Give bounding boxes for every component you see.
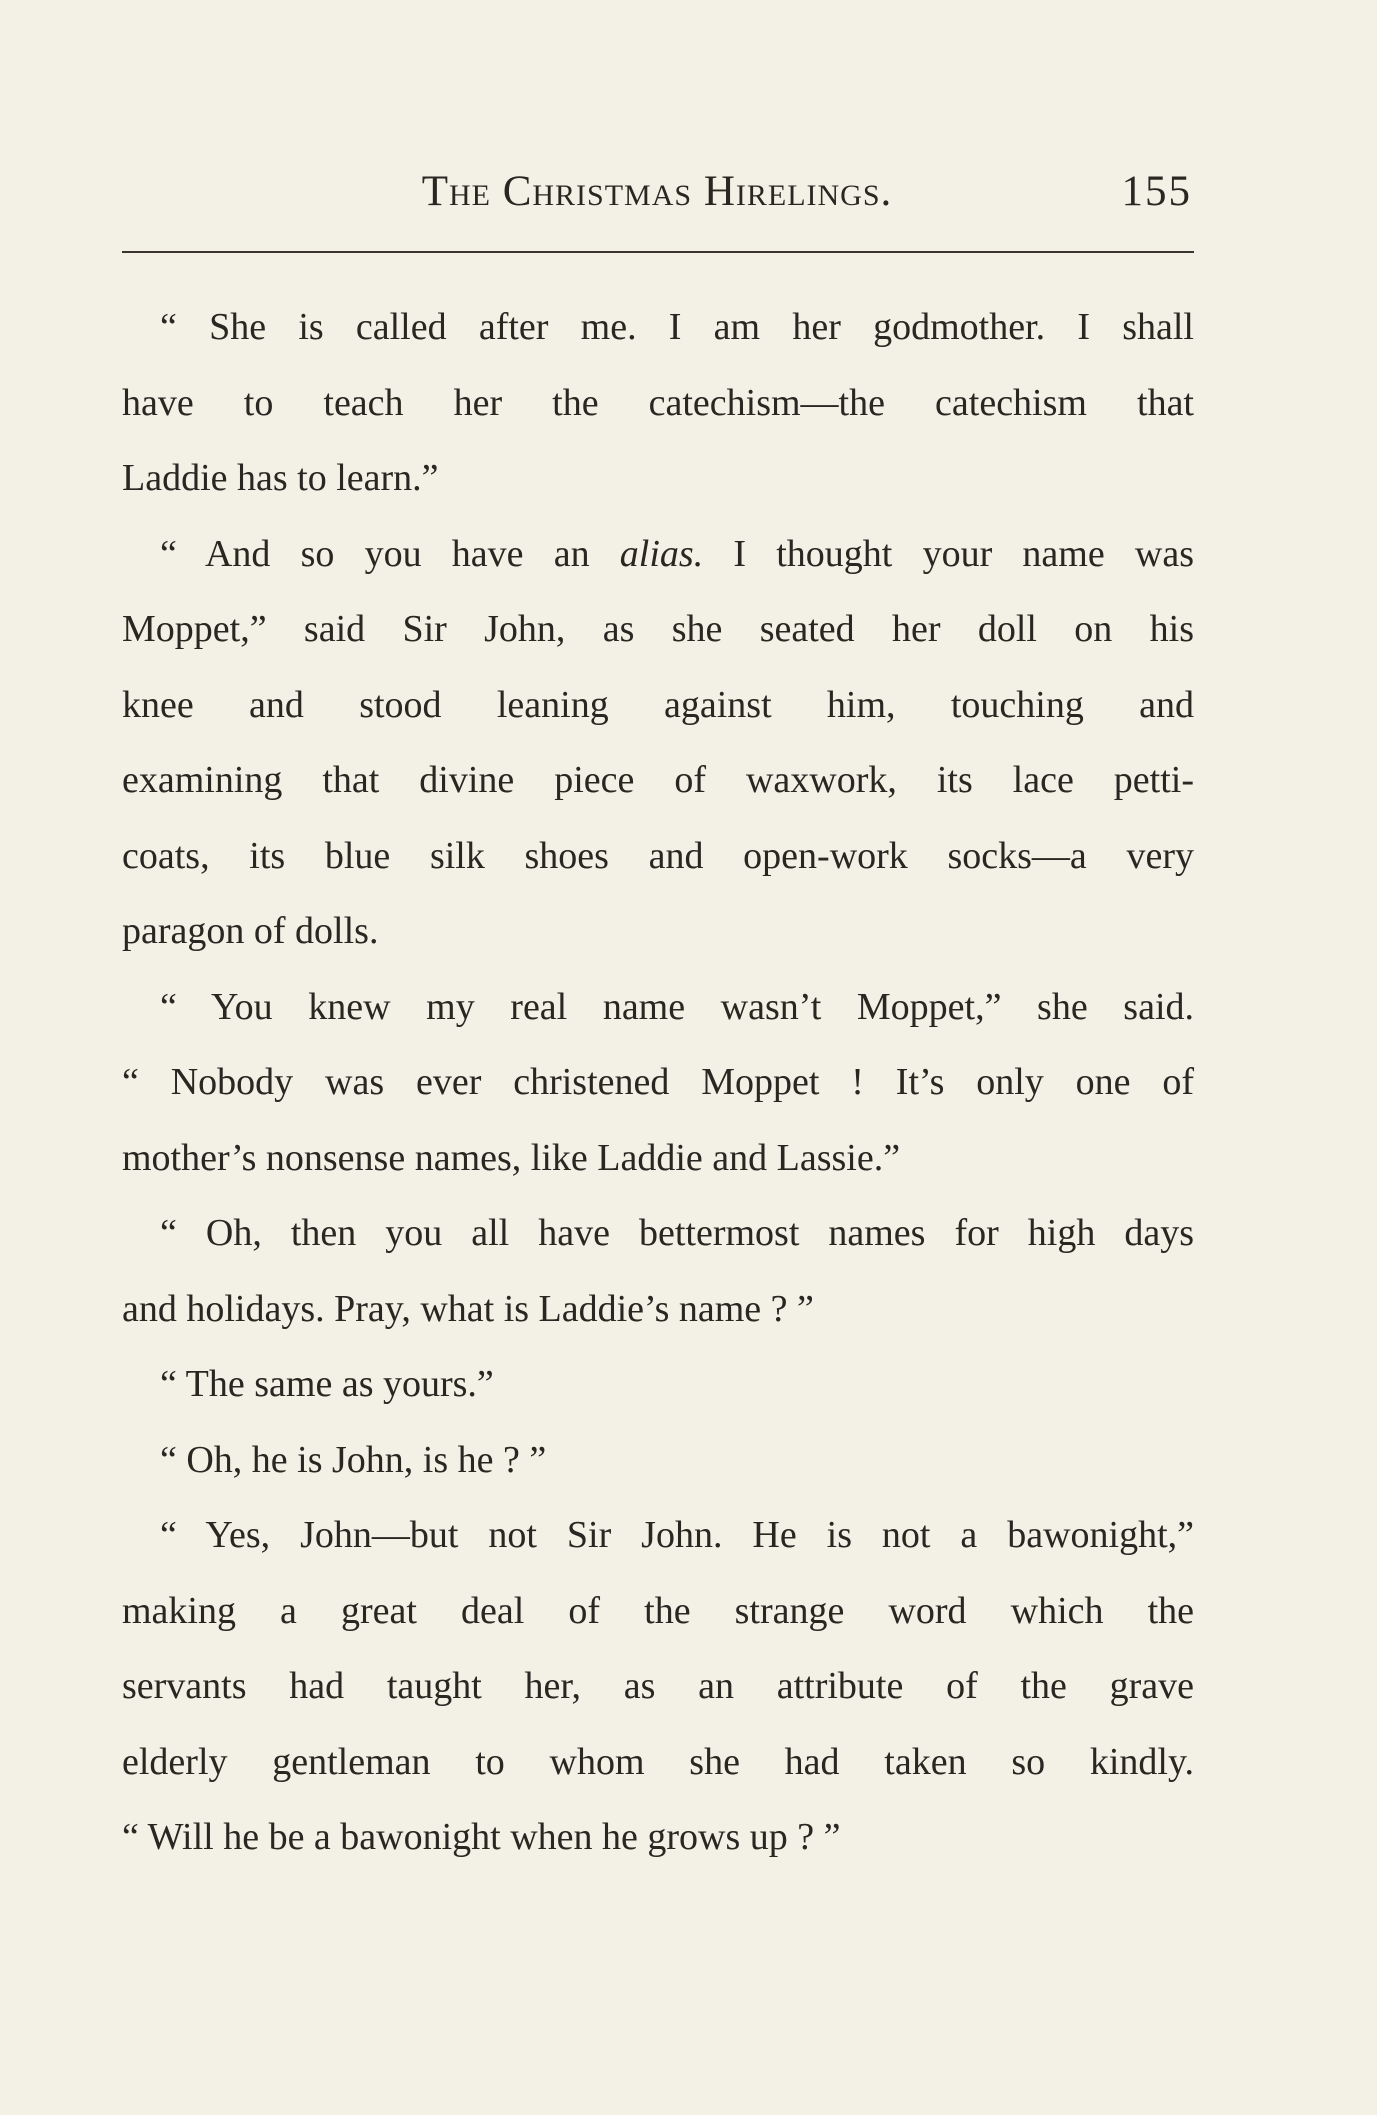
page-number: 155 <box>1121 168 1192 215</box>
header-rule <box>122 251 1194 253</box>
text-line: elderly gentleman to whom she had taken so kindly. <box>122 1740 1194 1783</box>
text-line: coats, its blue silk shoes and open-work socks—a very <box>122 834 1194 877</box>
text-line: “ Will he be a bawonight when he grows up ? ” <box>122 1816 841 1858</box>
text-line: and holidays. Pray, what is Laddie’s name ? ” <box>122 1287 814 1330</box>
text-line: servants had taught her, as an attribute of the grave <box>122 1665 1194 1707</box>
text-segment: “ And so you have an <box>160 532 620 575</box>
text-line: examining that divine piece of waxwork, its lace petti- <box>122 759 1194 801</box>
text-line: mother’s nonsense names, like Laddie and Lassie.” <box>122 1136 901 1179</box>
text-line: Laddie has to learn.” <box>122 457 439 499</box>
text-line: paragon of dolls. <box>122 910 379 952</box>
text-line: knee and stood leaning against him, touching and <box>122 683 1194 726</box>
text-line: making a great deal of the strange word which the <box>122 1589 1194 1632</box>
running-head <box>122 162 1192 222</box>
text-line: “ Yes, John—but not Sir John. He is not a bawonight,” <box>160 1514 1194 1556</box>
text-line: “ You knew my real name wasn’t Moppet,” she said. <box>160 985 1194 1028</box>
body-text <box>122 290 1194 1876</box>
italic-word: alias. <box>619 532 704 575</box>
text-line: “ Nobody was ever christened Moppet ! It’s only one of <box>122 1061 1194 1103</box>
text-line: “ The same as yours.” <box>160 1363 494 1405</box>
text-line: “ She is called after me. I am her godmother. I shall <box>160 306 1194 348</box>
running-title: The Christmas Hirelings. <box>421 168 893 215</box>
text-line: “ Oh, then you all have bettermost names for high days <box>160 1212 1194 1254</box>
text-line <box>122 517 1194 593</box>
text-line: “ Oh, he is John, is he ? ” <box>160 1438 547 1481</box>
text-line: Moppet,” said Sir John, as she seated her doll on his <box>122 608 1194 650</box>
text-segment: I thought your name was <box>703 532 1195 575</box>
text-line: have to teach her the catechism—the catechism that <box>122 381 1194 424</box>
